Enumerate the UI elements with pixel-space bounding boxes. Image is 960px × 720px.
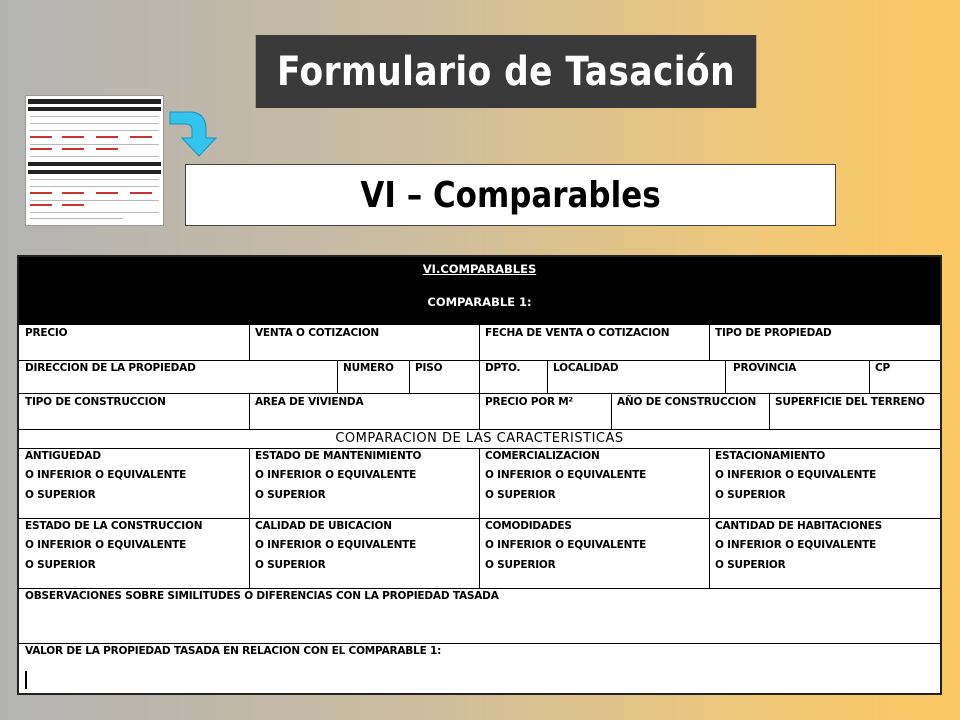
venta-cotizacion-label: VENTA O COTIZACION <box>255 327 379 339</box>
numero-label: NUMERO <box>343 362 394 374</box>
comparison-title: COMPARACION DE LAS CARACTERISTICAS <box>335 431 624 446</box>
characteristic-options[interactable]: O INFERIOR O EQUIVALENTE <box>485 539 647 551</box>
fecha-venta-label: FECHA DE VENTA O COTIZACION <box>485 327 670 339</box>
characteristic-options[interactable]: O INFERIOR O EQUIVALENTE <box>715 539 877 551</box>
characteristic-name: COMERCIALIZACION <box>485 450 600 462</box>
characteristic-options[interactable]: O SUPERIOR <box>715 559 786 571</box>
dpto-label: DPTO. <box>485 362 521 374</box>
characteristic-options[interactable]: O SUPERIOR <box>485 559 556 571</box>
characteristic-options[interactable]: O SUPERIOR <box>255 489 326 501</box>
characteristic-name: ESTADO DE LA CONSTRUCCION <box>25 520 203 532</box>
precio-label: PRECIO <box>25 327 68 339</box>
characteristic-options[interactable]: O SUPERIOR <box>25 489 96 501</box>
characteristic-name: ESTACIONAMIENTO <box>715 450 826 462</box>
direccion-label: DIRECCION DE LA PROPIEDAD <box>25 362 196 374</box>
tipo-propiedad-label: TIPO DE PROPIEDAD <box>715 327 832 339</box>
characteristic-name: CALIDAD DE UBICACION <box>255 520 392 532</box>
characteristic-options[interactable]: O INFERIOR O EQUIVALENTE <box>25 539 187 551</box>
text-cursor[interactable] <box>25 671 27 689</box>
section-heading: VI – Comparables <box>185 164 836 226</box>
page-title: Formulario de Tasación <box>256 35 757 108</box>
characteristic-name: ESTADO DE MANTENIMIENTO <box>255 450 422 462</box>
characteristic-name: CANTIDAD DE HABITACIONES <box>715 520 883 532</box>
localidad-label: LOCALIDAD <box>553 362 619 374</box>
characteristic-options[interactable]: O INFERIOR O EQUIVALENTE <box>255 539 417 551</box>
characteristic-options[interactable]: O INFERIOR O EQUIVALENTE <box>25 469 187 481</box>
superficie-terreno-label: SUPERFICIE DEL TERRENO <box>775 396 925 408</box>
comparables-form <box>17 255 942 695</box>
characteristic-options[interactable]: O SUPERIOR <box>715 489 786 501</box>
curved-arrow-down-right-icon <box>168 98 224 160</box>
characteristic-options[interactable]: O INFERIOR O EQUIVALENTE <box>485 469 647 481</box>
tipo-construccion-label: TIPO DE CONSTRUCCION <box>25 396 166 408</box>
form-header <box>19 257 940 325</box>
piso-label: PISO <box>415 362 443 374</box>
characteristic-options[interactable]: O SUPERIOR <box>25 559 96 571</box>
characteristic-name: ANTIGUEDAD <box>25 450 101 462</box>
precio-m2-label: PRECIO POR M² <box>485 396 573 408</box>
ano-construccion-label: AÑO DE CONSTRUCCION <box>617 396 757 408</box>
comparable-title: COMPARABLE 1: <box>427 295 532 309</box>
provincia-label: PROVINCIA <box>733 362 797 374</box>
observations-label: OBSERVACIONES SOBRE SIMILITUDES O DIFERENCIAS CON LA PROPIEDAD TASADA <box>25 590 499 602</box>
form-section-title: VI.COMPARABLES <box>422 262 537 276</box>
area-vivienda-label: AREA DE VIVIENDA <box>255 396 364 408</box>
characteristic-options[interactable]: O SUPERIOR <box>485 489 556 501</box>
form-thumbnail <box>25 95 164 226</box>
characteristic-options[interactable]: O INFERIOR O EQUIVALENTE <box>715 469 877 481</box>
characteristic-name: COMODIDADES <box>485 520 572 532</box>
value-label: VALOR DE LA PROPIEDAD TASADA EN RELACION CON EL COMPARABLE 1: <box>25 645 442 657</box>
cp-label: CP <box>875 362 891 374</box>
characteristic-options[interactable]: O INFERIOR O EQUIVALENTE <box>255 469 417 481</box>
characteristic-options[interactable]: O SUPERIOR <box>255 559 326 571</box>
